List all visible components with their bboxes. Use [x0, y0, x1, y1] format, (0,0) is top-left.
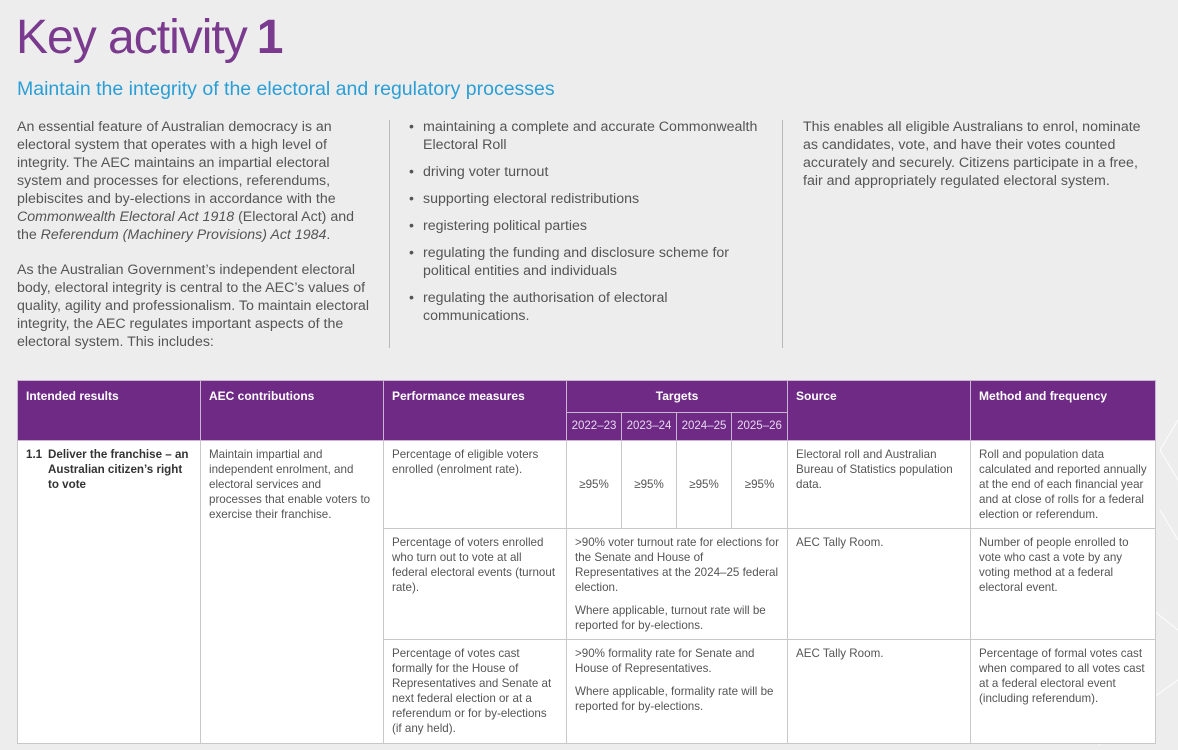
column-divider-1	[389, 120, 390, 348]
list-item	[407, 244, 767, 280]
contribution-cell: Maintain impartial and independent enrolment, and electoral services and processes that enable voters to exercise their franchise.	[201, 441, 384, 744]
method-cell: Percentage of formal votes cast when compared to all votes cast at a federal electoral event (including referendum).	[971, 640, 1156, 744]
source-cell: AEC Tally Room.	[788, 640, 971, 744]
column-divider-2	[782, 120, 783, 348]
source-cell: Electoral roll and Australian Bureau of Statistics population data.	[788, 441, 971, 529]
intro-column	[17, 118, 369, 368]
target-cell: ≥95%	[677, 441, 732, 529]
closing-column	[803, 118, 1148, 190]
table-row	[18, 441, 1156, 529]
result-text: Deliver the franchise – an Australian citizen’s right to vote	[48, 448, 189, 491]
header-year: 2022–23	[567, 413, 622, 441]
measure-cell: Percentage of eligible voters enrolled (enrolment rate).	[384, 441, 567, 529]
intro-text-mid: (Electoral Act) and the	[17, 209, 354, 243]
page-subtitle: Maintain the integrity of the electoral and regulatory processes	[17, 78, 555, 100]
header-year: 2025–26	[732, 413, 788, 441]
intended-result-cell	[18, 441, 201, 744]
measure-cell: Percentage of voters enrolled who turn out to vote at all federal electoral events (turnout rate).	[384, 529, 567, 640]
header-source: Source	[788, 381, 971, 441]
list-item-text: maintaining a complete and accurate Commonwealth Electoral Roll	[423, 119, 758, 153]
header-year: 2024–25	[677, 413, 732, 441]
intro-paragraph-2: As the Australian Government’s independent electoral body, electoral integrity is central to the AEC’s values of quality, agility and professionalism. To maintain electoral integrity, the AEC regulates important aspects of the electoral system. This includes:	[17, 262, 369, 350]
bullet-icon: •	[409, 245, 414, 261]
list-item-text: regulating the authorisation of electoral communications.	[423, 290, 668, 324]
method-cell: Number of people enrolled to vote who cast a vote by any voting method at a federal electoral event.	[971, 529, 1156, 640]
list-item	[407, 163, 767, 181]
bullet-icon: •	[409, 164, 414, 180]
bullets-column	[407, 118, 767, 334]
header-intended-results: Intended results	[18, 381, 201, 441]
bullet-icon: •	[409, 218, 414, 234]
page-title	[16, 10, 282, 66]
target-cell: ≥95%	[567, 441, 622, 529]
result-number: 1.1	[26, 448, 43, 461]
target-cell	[567, 529, 788, 640]
bullet-icon: •	[409, 191, 414, 207]
target-text: >90% formality rate for Senate and House of Representatives.	[575, 647, 755, 675]
list-item	[407, 289, 767, 325]
header-method-frequency: Method and frequency	[971, 381, 1156, 441]
bullet-icon: •	[409, 119, 414, 135]
intro-text-end: .	[326, 227, 331, 243]
electoral-act-title: Commonwealth Electoral Act 1918	[17, 209, 235, 225]
header-targets: Targets	[567, 381, 788, 413]
referendum-act-title: Referendum (Machinery Provisions) Act 1984	[40, 227, 327, 243]
bullet-icon: •	[409, 290, 414, 306]
measure-cell: Percentage of votes cast formally for the House of Representatives and Senate at next federal election or at a referendum or for by-elections (if any held).	[384, 640, 567, 744]
header-aec-contributions: AEC contributions	[201, 381, 384, 441]
list-item	[407, 190, 767, 208]
target-cell	[567, 640, 788, 744]
list-item	[407, 217, 767, 235]
target-text: >90% voter turnout rate for elections for the Senate and House of Representatives at the 2024–25 federal election.	[575, 536, 779, 594]
method-cell: Roll and population data calculated and reported annually at the end of each financial year and at close of rolls for a federal election or referendum.	[971, 441, 1156, 529]
target-cell: ≥95%	[622, 441, 677, 529]
target-cell: ≥95%	[732, 441, 788, 529]
list-item	[407, 118, 767, 154]
target-note: Where applicable, formality rate will be reported for by-elections.	[575, 685, 774, 713]
source-cell: AEC Tally Room.	[788, 529, 971, 640]
intro-paragraph-1	[17, 118, 369, 244]
activity-list	[407, 118, 767, 325]
page-title-number: 1	[256, 11, 283, 64]
header-performance-measures: Performance measures	[384, 381, 567, 441]
closing-paragraph: This enables all eligible Australians to enrol, nominate as candidates, vote, and have their votes counted accurately and securely. Citizens participate in a free, fair and appropriately regulated electoral system.	[803, 119, 1141, 189]
performance-table	[17, 380, 1156, 744]
list-item-text: registering political parties	[423, 218, 588, 234]
list-item-text: driving voter turnout	[423, 164, 549, 180]
page-title-text: Key activity	[16, 11, 247, 64]
list-item-text: regulating the funding and disclosure scheme for political entities and individuals	[423, 245, 730, 279]
intro-text-start: An essential feature of Australian democracy is an electoral system that operates with a high level of integrity. The AEC maintains an impartial electoral system and processes for elections, referendums, plebiscites and by-elections in accordance with the	[17, 119, 336, 207]
list-item-text: supporting electoral redistributions	[423, 191, 640, 207]
intended-result	[26, 447, 192, 492]
target-note: Where applicable, turnout rate will be reported for by-elections.	[575, 604, 766, 632]
header-year: 2023–24	[622, 413, 677, 441]
